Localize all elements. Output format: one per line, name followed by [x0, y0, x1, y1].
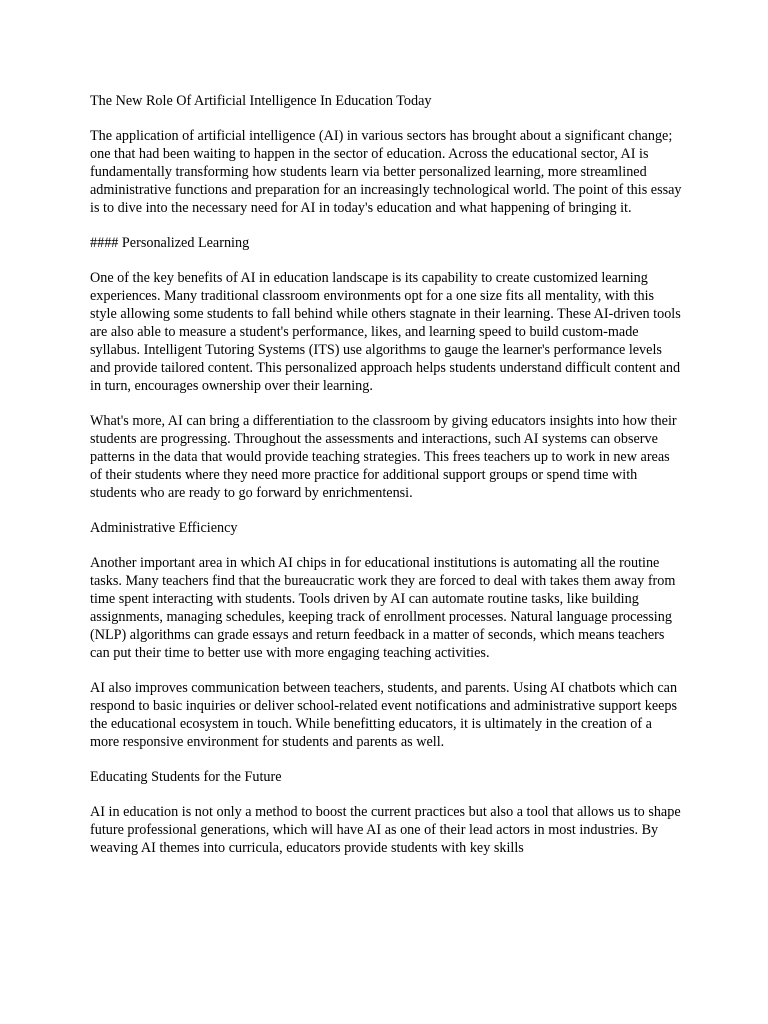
section-heading-administrative-efficiency: Administrative Efficiency	[90, 520, 238, 536]
intro-paragraph: The application of artificial intelligence (AI) in various sectors has brought about a significant change; one that had been waiting to happen in the sector of education. Across the educational sector, AI is fundamentally transforming how students learn via better personalized learning, more streamlined administrative functions and preparation for an increasingly technological world. The point of this essay is to dive into the necessary need for AI in today's education and what happening of bringing it.	[90, 128, 682, 216]
paragraph-future-1: AI in education is not only a method to boost the current practices but also a tool that allows us to shape future professional generations, which will have AI as one of their lead actors in most industries. By weaving AI themes into curricula, educators provide students with key skills	[90, 804, 681, 856]
paragraph-administrative-2: AI also improves communication between teachers, students, and parents. Using AI chatbots which can respond to basic inquiries or deliver school-related event notifications and administrative support keeps the educational ecosystem in touch. While benefitting educators, it is ultimately in the creation of a more responsive environment for students and parents as well.	[90, 680, 678, 750]
paragraph-administrative-1: Another important area in which AI chips in for educational institutions is automating all the routine tasks. Many teachers find that the bureaucratic work they are forced to deal with takes them away from time spent interacting with students. Tools driven by AI can automate routine tasks, like building assignments, managing schedules, keeping track of enrollment processes. Natural language processing (NLP) algorithms can grade essays and return feedback in a matter of seconds, which means teachers can put their time to better use with more engaging teaching activities.	[90, 555, 676, 661]
document-page	[90, 92, 682, 874]
document-title: The New Role Of Artificial Intelligence In Education Today	[90, 93, 432, 109]
paragraph-personalized-2: What's more, AI can bring a differentiation to the classroom by giving educators insights into how their students are progressing. Throughout the assessments and interactions, such AI systems can observe patterns in the data that would provide teaching strategies. This frees teachers up to work in new areas of their students where they need more practice for additional support groups or spend time with students who are ready to go forward by enrichmentensi.	[90, 413, 677, 501]
paragraph-personalized-1: One of the key benefits of AI in education landscape is its capability to create customized learning experiences. Many traditional classroom environments opt for a one size fits all mentality, with this style allowing some students to fall behind while others stagnate in their learning. These AI-driven tools are also able to measure a student's performance, likes, and learning speed to build custom-made syllabus. Intelligent Tutoring Systems (ITS) use algorithms to gauge the learner's performance levels and provide tailored content. This personalized approach helps students understand difficult content and in turn, encourages ownership over their learning.	[90, 270, 681, 394]
section-heading-educating-future: Educating Students for the Future	[90, 769, 282, 785]
section-heading-personalized-learning: #### Personalized Learning	[90, 235, 250, 251]
